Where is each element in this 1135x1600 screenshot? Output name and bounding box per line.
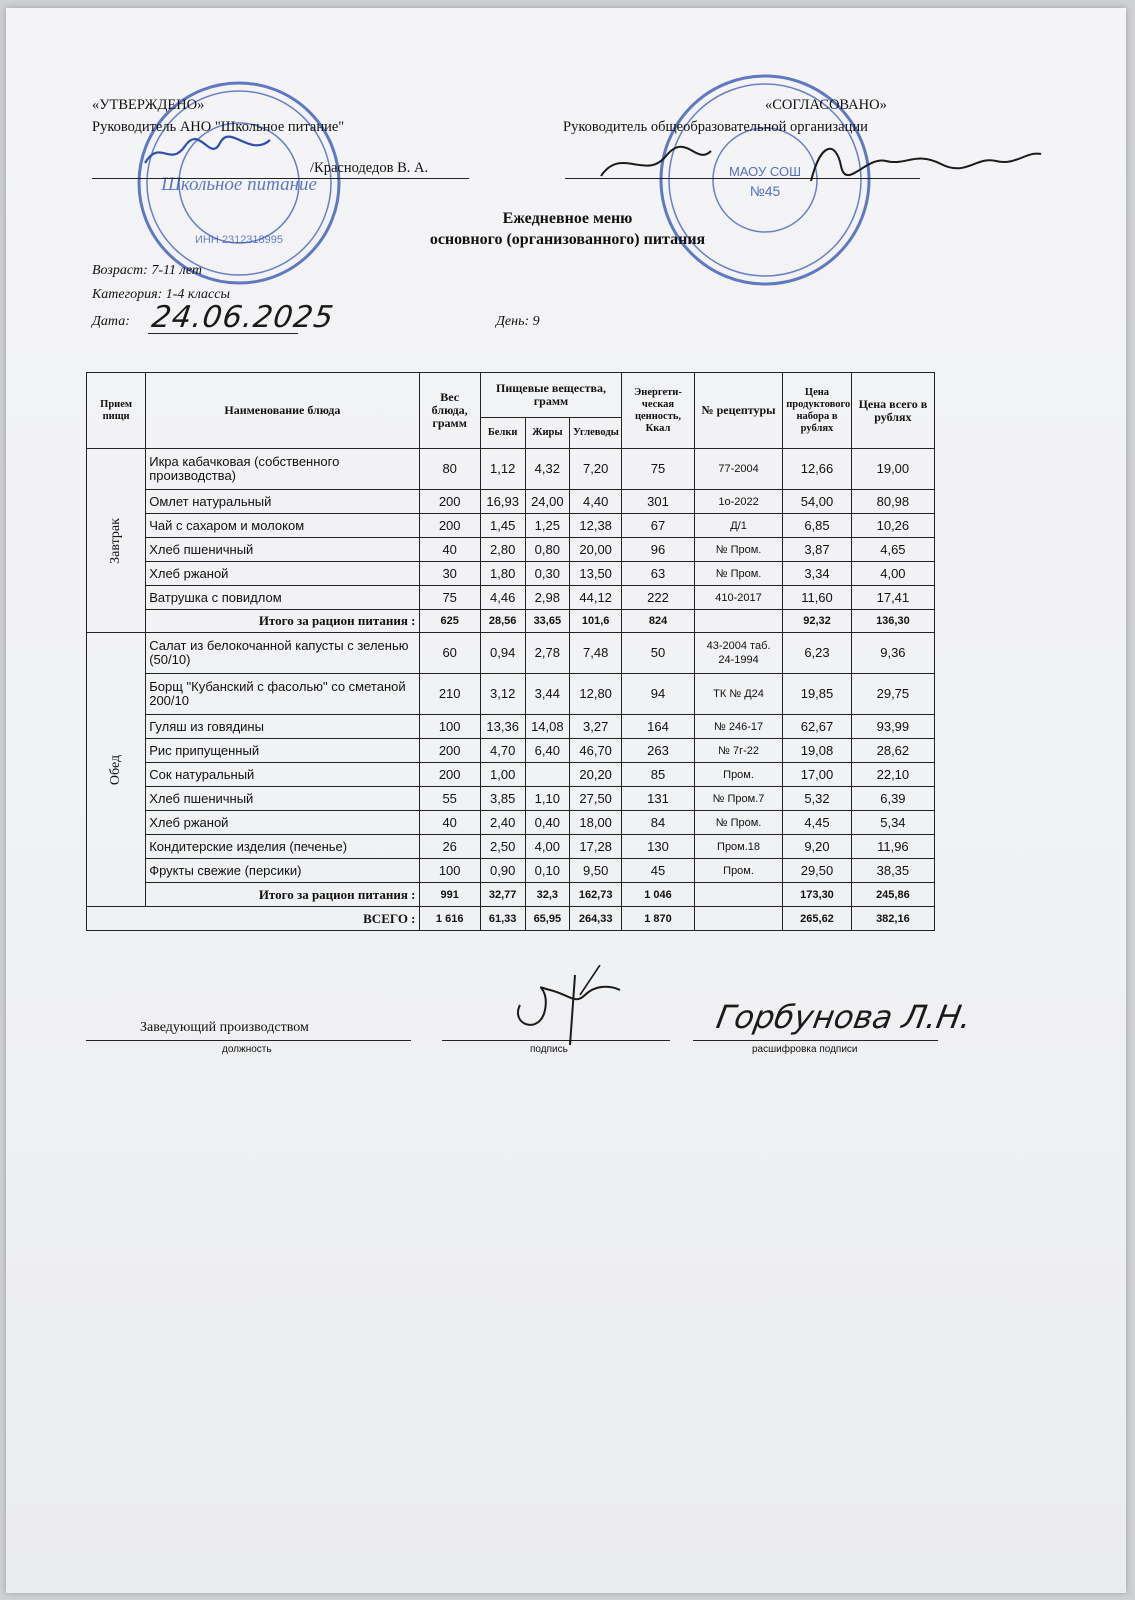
table-row xyxy=(87,674,935,715)
table-row xyxy=(87,562,935,586)
decode-line xyxy=(693,1040,938,1041)
dish-weight: 75 xyxy=(419,586,480,610)
dish-recipe: № 7г-22 xyxy=(694,739,782,763)
total-protein: 28,56 xyxy=(480,610,525,633)
grand-total-label: ВСЕГО : xyxy=(87,907,420,931)
dish-protein: 2,50 xyxy=(480,835,525,859)
dish-name: Омлет натуральный xyxy=(146,490,419,514)
dish-price: 17,41 xyxy=(851,586,934,610)
dish-carbs: 7,48 xyxy=(570,633,622,674)
dish-protein: 13,36 xyxy=(480,715,525,739)
dish-set-price: 17,00 xyxy=(783,763,852,787)
total-protein: 32,77 xyxy=(480,883,525,907)
header-carbs: Углеводы xyxy=(570,418,622,449)
total-carbs: 101,6 xyxy=(570,610,622,633)
total-price: 136,30 xyxy=(851,610,934,633)
dish-price: 28,62 xyxy=(851,739,934,763)
day-field: День: 9 xyxy=(496,314,540,329)
grand-total-fat: 65,95 xyxy=(525,907,570,931)
dish-weight: 200 xyxy=(419,763,480,787)
total-label: Итого за рацион питания : xyxy=(146,610,419,633)
dish-name: Хлеб ржаной xyxy=(146,562,419,586)
total-weight: 991 xyxy=(419,883,480,907)
dish-protein: 3,85 xyxy=(480,787,525,811)
total-set-price: 92,32 xyxy=(783,610,852,633)
dish-weight: 200 xyxy=(419,490,480,514)
dish-weight: 100 xyxy=(419,859,480,883)
dish-recipe: 43-2004 таб. 24-1994 xyxy=(694,633,782,674)
grand-total-protein: 61,33 xyxy=(480,907,525,931)
document-subtitle: основного (организованного) питания xyxy=(429,231,706,248)
meal-breakfast: Завтрак xyxy=(87,449,146,633)
dish-recipe: 77-2004 xyxy=(694,449,782,490)
dish-energy: 130 xyxy=(622,835,695,859)
table-row xyxy=(87,715,935,739)
header-total-price: Цена всего в рублях xyxy=(851,373,934,449)
menu-table-body xyxy=(87,449,935,931)
agreed-label: «СОГЛАСОВАНО» xyxy=(765,97,887,113)
total-fat: 33,65 xyxy=(525,610,570,633)
total-fat: 32,3 xyxy=(525,883,570,907)
total-recipe xyxy=(694,883,782,907)
table-row xyxy=(87,633,935,674)
agreer-signature xyxy=(596,136,1046,196)
svg-text:ИНН 2312318995: ИНН 2312318995 xyxy=(194,234,284,246)
dish-energy: 131 xyxy=(622,787,695,811)
dish-fat xyxy=(525,763,570,787)
dish-price: 5,34 xyxy=(851,811,934,835)
total-carbs: 162,73 xyxy=(570,883,622,907)
dish-weight: 210 xyxy=(419,674,480,715)
breakfast-total-row xyxy=(87,610,935,633)
dish-carbs: 18,00 xyxy=(570,811,622,835)
grand-total-price: 382,16 xyxy=(851,907,934,931)
dish-price: 80,98 xyxy=(851,490,934,514)
dish-set-price: 19,08 xyxy=(783,739,852,763)
dish-fat: 0,40 xyxy=(525,811,570,835)
dish-name: Хлеб ржаной xyxy=(146,811,419,835)
grand-total-carbs: 264,33 xyxy=(570,907,622,931)
production-head-signature xyxy=(500,965,630,1055)
dish-carbs: 46,70 xyxy=(570,739,622,763)
dish-energy: 301 xyxy=(622,490,695,514)
approved-label: «УТВЕРЖДЕНО» xyxy=(92,97,205,113)
header-set-price: Цена продуктового набора в рублях xyxy=(783,373,852,449)
approver-signature xyxy=(140,128,300,178)
dish-fat: 3,44 xyxy=(525,674,570,715)
dish-carbs: 20,20 xyxy=(570,763,622,787)
total-energy: 824 xyxy=(622,610,695,633)
dish-recipe: Пром.18 xyxy=(694,835,782,859)
table-row xyxy=(87,835,935,859)
approver-name: /Краснодедов В. А. xyxy=(310,160,429,176)
date-underline xyxy=(148,333,298,334)
dish-protein: 1,00 xyxy=(480,763,525,787)
dish-set-price: 62,67 xyxy=(783,715,852,739)
total-price: 245,86 xyxy=(851,883,934,907)
dish-name: Рис припущенный xyxy=(146,739,419,763)
dish-name: Кондитерские изделия (печенье) xyxy=(146,835,419,859)
dish-protein: 1,45 xyxy=(480,514,525,538)
dish-energy: 63 xyxy=(622,562,695,586)
dish-weight: 200 xyxy=(419,739,480,763)
dish-set-price: 3,87 xyxy=(783,538,852,562)
meal-lunch: Обед xyxy=(87,633,146,907)
dish-name: Сок натуральный xyxy=(146,763,419,787)
dish-name: Гуляш из говядины xyxy=(146,715,419,739)
dish-set-price: 29,50 xyxy=(783,859,852,883)
dish-weight: 30 xyxy=(419,562,480,586)
dish-recipe: № Пром. xyxy=(694,538,782,562)
table-row xyxy=(87,811,935,835)
dish-price: 29,75 xyxy=(851,674,934,715)
dish-recipe: 1о-2022 xyxy=(694,490,782,514)
production-head-position: Заведующий производством xyxy=(140,1020,309,1035)
dish-carbs: 3,27 xyxy=(570,715,622,739)
dish-fat: 0,80 xyxy=(525,538,570,562)
dish-fat: 4,32 xyxy=(525,449,570,490)
dish-set-price: 6,23 xyxy=(783,633,852,674)
dish-fat: 4,00 xyxy=(525,835,570,859)
dish-set-price: 11,60 xyxy=(783,586,852,610)
dish-set-price: 9,20 xyxy=(783,835,852,859)
age-field: Возраст: 7-11 лет xyxy=(92,263,203,278)
header-recipe: № рецептуры xyxy=(694,373,782,449)
dish-set-price: 3,34 xyxy=(783,562,852,586)
dish-price: 6,39 xyxy=(851,787,934,811)
header-protein: Белки xyxy=(480,418,525,449)
dish-protein: 0,94 xyxy=(480,633,525,674)
dish-energy: 45 xyxy=(622,859,695,883)
dish-fat: 0,30 xyxy=(525,562,570,586)
table-row xyxy=(87,586,935,610)
decode-handwritten: Горбунова Л.Н. xyxy=(713,998,975,1036)
grand-total-energy: 1 870 xyxy=(622,907,695,931)
position-caption: должность xyxy=(222,1044,272,1055)
dish-fat: 6,40 xyxy=(525,739,570,763)
dish-fat: 1,10 xyxy=(525,787,570,811)
dish-name: Ватрушка с повидлом xyxy=(146,586,419,610)
dish-carbs: 20,00 xyxy=(570,538,622,562)
dish-recipe: № Пром. xyxy=(694,811,782,835)
lunch-total-row xyxy=(87,883,935,907)
dish-recipe: № 246-17 xyxy=(694,715,782,739)
dish-energy: 94 xyxy=(622,674,695,715)
dish-price: 93,99 xyxy=(851,715,934,739)
dish-recipe: Пром. xyxy=(694,859,782,883)
dish-fat: 2,78 xyxy=(525,633,570,674)
dish-set-price: 19,85 xyxy=(783,674,852,715)
dish-set-price: 4,45 xyxy=(783,811,852,835)
dish-protein: 0,90 xyxy=(480,859,525,883)
dish-carbs: 12,38 xyxy=(570,514,622,538)
dish-price: 11,96 xyxy=(851,835,934,859)
dish-fat: 1,25 xyxy=(525,514,570,538)
table-row xyxy=(87,787,935,811)
dish-carbs: 7,20 xyxy=(570,449,622,490)
dish-weight: 80 xyxy=(419,449,480,490)
dish-recipe: № Пром. xyxy=(694,562,782,586)
dish-recipe: № Пром.7 xyxy=(694,787,782,811)
total-energy: 1 046 xyxy=(622,883,695,907)
table-row xyxy=(87,514,935,538)
total-label: Итого за рацион питания : xyxy=(146,883,419,907)
dish-carbs: 13,50 xyxy=(570,562,622,586)
grand-total-recipe xyxy=(694,907,782,931)
grand-total-set-price: 265,62 xyxy=(783,907,852,931)
dish-name: Хлеб пшеничный xyxy=(146,538,419,562)
menu-table xyxy=(86,372,935,931)
dish-price: 19,00 xyxy=(851,449,934,490)
date-value-handwritten: 24.06.2025 xyxy=(149,300,337,335)
dish-price: 38,35 xyxy=(851,859,934,883)
dish-recipe: Пром. xyxy=(694,763,782,787)
dish-weight: 40 xyxy=(419,811,480,835)
date-label: Дата: xyxy=(92,314,130,329)
dish-energy: 164 xyxy=(622,715,695,739)
header-energy: Энергети-ческая ценность, Ккал xyxy=(622,373,695,449)
document-title: Ежедневное меню xyxy=(502,210,633,227)
dish-protein: 3,12 xyxy=(480,674,525,715)
table-row xyxy=(87,449,935,490)
dish-protein: 2,80 xyxy=(480,538,525,562)
dish-energy: 263 xyxy=(622,739,695,763)
dish-carbs: 44,12 xyxy=(570,586,622,610)
svg-text:Школьное питание: Школьное питание xyxy=(161,174,317,195)
dish-name: Борщ "Кубанский с фасолью" со сметаной 200/10 xyxy=(146,674,419,715)
dish-recipe: 410-2017 xyxy=(694,586,782,610)
approver-signature-line xyxy=(92,178,469,179)
svg-text:МАОУ СОШ: МАОУ СОШ xyxy=(728,164,802,179)
dish-fat: 24,00 xyxy=(525,490,570,514)
dish-protein: 1,12 xyxy=(480,449,525,490)
dish-price: 22,10 xyxy=(851,763,934,787)
dish-price: 10,26 xyxy=(851,514,934,538)
signature-caption: подпись xyxy=(530,1044,568,1055)
dish-carbs: 17,28 xyxy=(570,835,622,859)
dish-carbs: 27,50 xyxy=(570,787,622,811)
dish-weight: 200 xyxy=(419,514,480,538)
dish-set-price: 12,66 xyxy=(783,449,852,490)
position-line xyxy=(86,1040,411,1041)
total-weight: 625 xyxy=(419,610,480,633)
dish-energy: 84 xyxy=(622,811,695,835)
dish-energy: 96 xyxy=(622,538,695,562)
table-row xyxy=(87,538,935,562)
total-set-price: 173,30 xyxy=(783,883,852,907)
dish-set-price: 5,32 xyxy=(783,787,852,811)
dish-set-price: 54,00 xyxy=(783,490,852,514)
dish-price: 4,00 xyxy=(851,562,934,586)
svg-text:№45: №45 xyxy=(749,183,781,199)
dish-name: Икра кабачковая (собственного производства) xyxy=(146,449,419,490)
dish-carbs: 9,50 xyxy=(570,859,622,883)
dish-energy: 50 xyxy=(622,633,695,674)
dish-weight: 55 xyxy=(419,787,480,811)
dish-protein: 2,40 xyxy=(480,811,525,835)
header-weight: Вес блюда, грамм xyxy=(419,373,480,449)
dish-weight: 100 xyxy=(419,715,480,739)
dish-fat: 0,10 xyxy=(525,859,570,883)
dish-name: Хлеб пшеничный xyxy=(146,787,419,811)
dish-protein: 1,80 xyxy=(480,562,525,586)
header-fat: Жиры xyxy=(525,418,570,449)
dish-protein: 4,46 xyxy=(480,586,525,610)
approver-role: Руководитель АНО "Школьное питание" xyxy=(92,119,345,135)
dish-name: Фрукты свежие (персики) xyxy=(146,859,419,883)
dish-name: Салат из белокочанной капусты с зеленью (50/10) xyxy=(146,633,419,674)
dish-price: 4,65 xyxy=(851,538,934,562)
grand-total-row xyxy=(87,907,935,931)
header-meal: Прием пищи xyxy=(87,373,146,449)
header-nutrients: Пищевые вещества, грамм xyxy=(480,373,621,418)
agreer-role: Руководитель общеобразовательной организации xyxy=(563,119,868,135)
dish-weight: 40 xyxy=(419,538,480,562)
dish-energy: 85 xyxy=(622,763,695,787)
table-row xyxy=(87,763,935,787)
table-row xyxy=(87,490,935,514)
grand-total-weight: 1 616 xyxy=(419,907,480,931)
table-row xyxy=(87,859,935,883)
dish-fat: 2,98 xyxy=(525,586,570,610)
dish-recipe: ТК № Д24 xyxy=(694,674,782,715)
dish-carbs: 12,80 xyxy=(570,674,622,715)
dish-energy: 75 xyxy=(622,449,695,490)
dish-carbs: 4,40 xyxy=(570,490,622,514)
total-recipe xyxy=(694,610,782,633)
dish-recipe: Д/1 xyxy=(694,514,782,538)
dish-weight: 60 xyxy=(419,633,480,674)
dish-name: Чай с сахаром и молоком xyxy=(146,514,419,538)
category-field: Категория: 1-4 классы xyxy=(92,287,230,302)
dish-protein: 16,93 xyxy=(480,490,525,514)
table-row xyxy=(87,739,935,763)
dish-fat: 14,08 xyxy=(525,715,570,739)
dish-set-price: 6,85 xyxy=(783,514,852,538)
dish-weight: 26 xyxy=(419,835,480,859)
dish-energy: 222 xyxy=(622,586,695,610)
dish-price: 9,36 xyxy=(851,633,934,674)
header-dish: Наименование блюда xyxy=(146,373,419,449)
dish-energy: 67 xyxy=(622,514,695,538)
dish-protein: 4,70 xyxy=(480,739,525,763)
decode-caption: расшифровка подписи xyxy=(752,1044,858,1055)
